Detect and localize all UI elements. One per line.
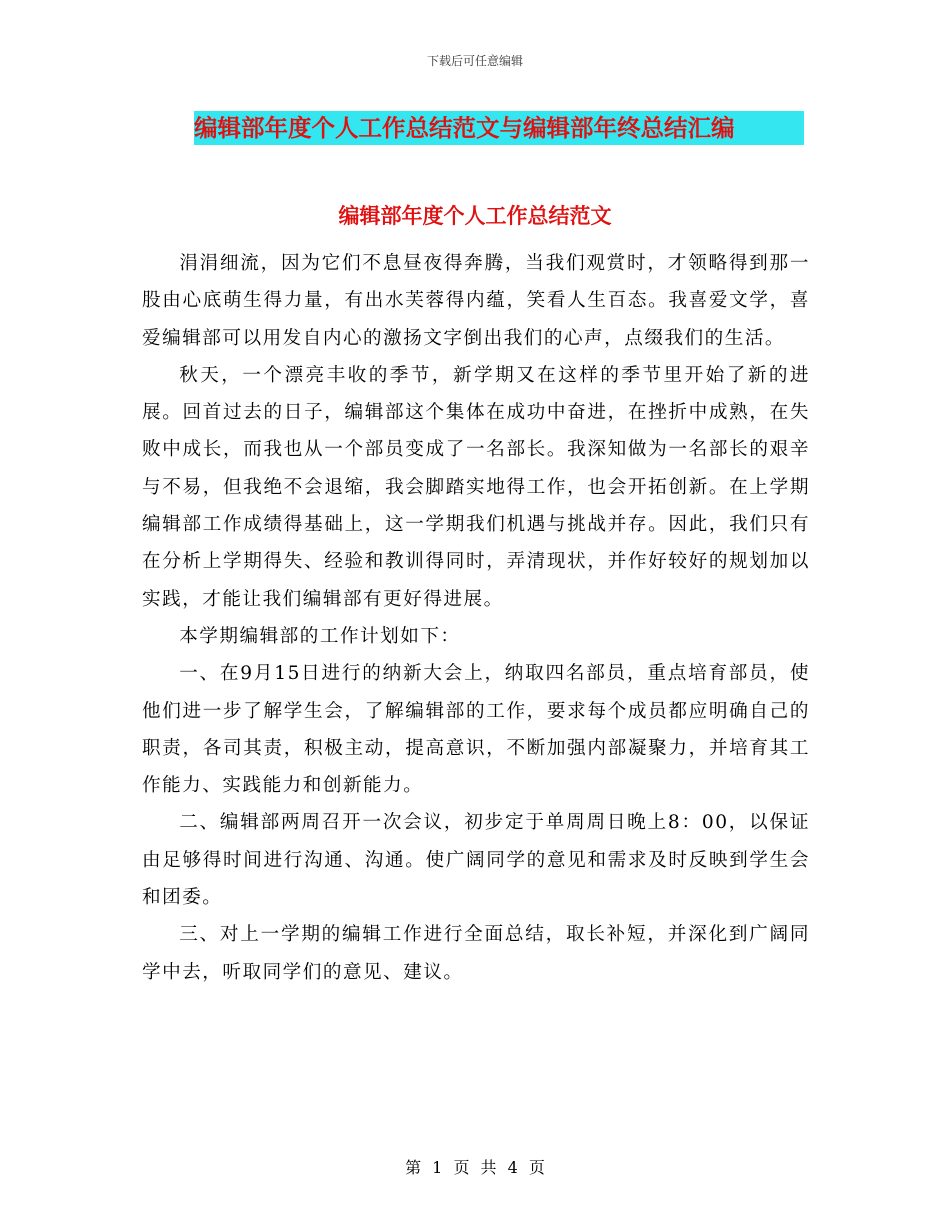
paragraph: 本学期编辑部的工作计划如下： — [179, 625, 461, 647]
paragraph: 秋天，一个漂亮丰收的季节，新学期又在这样的季节里开始了新的进展。回首过去的日子，编辑部这个集体在成功中奋进，在挫折中成熟，在失败中成长，而我也从一个部员变成了一名部长。我深知做为一名部长的艰辛与不易，但我绝不会退缩，我会脚踏实地得工作，也会开拓创新。在上学期编辑部工作成绩得基础上，这一学期我们机遇与挑战并存。因此，我们只有在分析上学期得失、经验和教训得同时，弄清现状，并作好较好的规划加以实践，才能让我们编辑部有更好得进展。 — [142, 364, 810, 610]
paragraph: 二、编辑部两周召开一次会议，初步定于单周周日晚上8：00，以保证由足够得时间进行沟通、沟通。使广阔同学的意见和需求及时反映到学生会和团委。 — [142, 812, 810, 909]
paragraph: 三、对上一学期的编辑工作进行全面总结，取长补短，并深化到广阔同学中去，听取同学们的意见、建议。 — [142, 924, 810, 983]
paragraph: 一、在9月15日进行的纳新大会上，纳取四名部员，重点培育部员，使他们进一步了解学生会，了解编辑部的工作，要求每个成员都应明确自己的职责，各司其责，积极主动，提高意识，不断加强内部凝聚力，并培育其工作能力、实践能力和创新能力。 — [142, 663, 810, 797]
document-title: 编辑部年度个人工作总结范文与编辑部年终总结汇编 — [194, 111, 804, 145]
paragraph: 涓涓细流，因为它们不息昼夜得奔腾，当我们观赏时，才领略得到那一股由心底萌生得力量，有出水芙蓉得内蕴，笑看人生百态。我喜爱文学，喜爱编辑部可以用发自内心的激扬文字倒出我们的心声，点缀我们的生活。 — [142, 253, 810, 349]
body-text — [142, 245, 810, 991]
section-title: 编辑部年度个人工作总结范文 — [338, 203, 612, 228]
header-note: 下载后可任意编辑 — [426, 54, 523, 68]
page-footer: 第 1 页 共 4 页 — [405, 1158, 545, 1177]
